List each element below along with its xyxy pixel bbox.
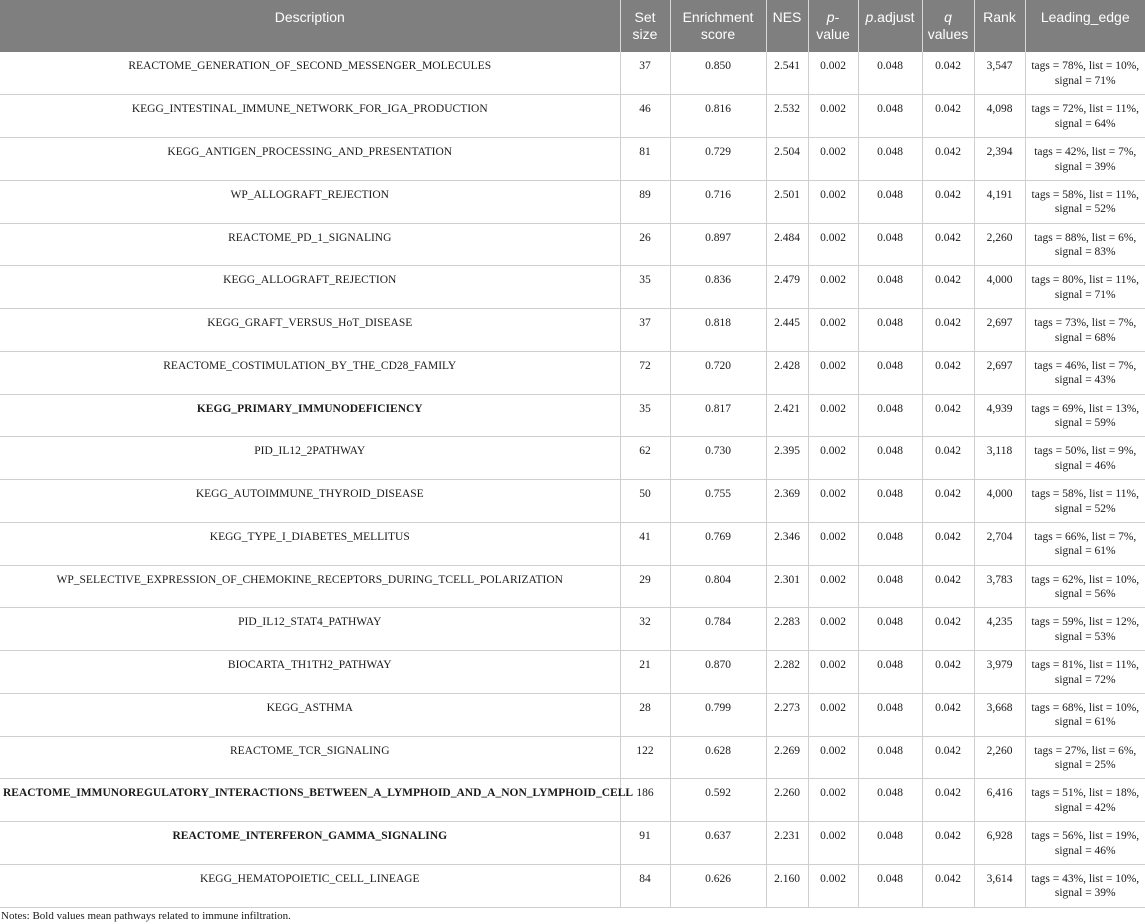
cell-q-values: 0.042 bbox=[922, 180, 974, 223]
cell-nes: 2.282 bbox=[766, 651, 808, 694]
cell-q-values: 0.042 bbox=[922, 779, 974, 822]
cell-set-size: 186 bbox=[620, 779, 670, 822]
cell-p-adjust: 0.048 bbox=[858, 651, 922, 694]
cell-enrichment-score: 0.730 bbox=[670, 437, 766, 480]
cell-rank: 4,098 bbox=[974, 95, 1025, 138]
table-row bbox=[0, 480, 1145, 523]
cell-description: KEGG_ASTHMA bbox=[0, 693, 620, 736]
cell-p-value: 0.002 bbox=[808, 52, 858, 95]
cell-q-values: 0.042 bbox=[922, 736, 974, 779]
cell-p-value: 0.002 bbox=[808, 351, 858, 394]
cell-nes: 2.346 bbox=[766, 522, 808, 565]
cell-nes: 2.283 bbox=[766, 608, 808, 651]
cell-description: KEGG_TYPE_I_DIABETES_MELLITUS bbox=[0, 522, 620, 565]
table-row bbox=[0, 437, 1145, 480]
cell-nes: 2.260 bbox=[766, 779, 808, 822]
cell-enrichment-score: 0.637 bbox=[670, 822, 766, 865]
cell-nes: 2.501 bbox=[766, 180, 808, 223]
cell-p-adjust: 0.048 bbox=[858, 522, 922, 565]
cell-leading-edge: tags = 46%, list = 7%, signal = 43% bbox=[1025, 351, 1145, 394]
cell-p-adjust: 0.048 bbox=[858, 180, 922, 223]
cell-description: PID_IL12_STAT4_PATHWAY bbox=[0, 608, 620, 651]
cell-q-values: 0.042 bbox=[922, 693, 974, 736]
cell-description: KEGG_ALLOGRAFT_REJECTION bbox=[0, 266, 620, 309]
cell-leading-edge: tags = 73%, list = 7%, signal = 68% bbox=[1025, 309, 1145, 352]
cell-enrichment-score: 0.716 bbox=[670, 180, 766, 223]
cell-leading-edge: tags = 62%, list = 10%, signal = 56% bbox=[1025, 565, 1145, 608]
cell-p-value: 0.002 bbox=[808, 138, 858, 181]
table-row bbox=[0, 822, 1145, 865]
cell-p-adjust: 0.048 bbox=[858, 437, 922, 480]
cell-leading-edge: tags = 81%, list = 11%, signal = 72% bbox=[1025, 651, 1145, 694]
cell-p-value: 0.002 bbox=[808, 651, 858, 694]
cell-q-values: 0.042 bbox=[922, 351, 974, 394]
cell-set-size: 84 bbox=[620, 864, 670, 907]
cell-q-values: 0.042 bbox=[922, 266, 974, 309]
cell-q-values: 0.042 bbox=[922, 565, 974, 608]
cell-description: BIOCARTA_TH1TH2_PATHWAY bbox=[0, 651, 620, 694]
cell-rank: 3,783 bbox=[974, 565, 1025, 608]
cell-leading-edge: tags = 68%, list = 10%, signal = 61% bbox=[1025, 693, 1145, 736]
table-row bbox=[0, 138, 1145, 181]
header-description: Description bbox=[0, 0, 620, 52]
cell-q-values: 0.042 bbox=[922, 394, 974, 437]
cell-p-adjust: 0.048 bbox=[858, 95, 922, 138]
cell-set-size: 89 bbox=[620, 180, 670, 223]
cell-leading-edge: tags = 69%, list = 13%, signal = 59% bbox=[1025, 394, 1145, 437]
cell-enrichment-score: 0.755 bbox=[670, 480, 766, 523]
header-p-value: p-value bbox=[808, 0, 858, 52]
cell-set-size: 29 bbox=[620, 565, 670, 608]
cell-description: KEGG_PRIMARY_IMMUNODEFICIENCY bbox=[0, 394, 620, 437]
cell-p-adjust: 0.048 bbox=[858, 608, 922, 651]
table-body bbox=[0, 52, 1145, 907]
cell-p-value: 0.002 bbox=[808, 693, 858, 736]
cell-rank: 2,697 bbox=[974, 309, 1025, 352]
cell-nes: 2.160 bbox=[766, 864, 808, 907]
cell-p-adjust: 0.048 bbox=[858, 480, 922, 523]
cell-q-values: 0.042 bbox=[922, 522, 974, 565]
cell-description: KEGG_AUTOIMMUNE_THYROID_DISEASE bbox=[0, 480, 620, 523]
table-row bbox=[0, 693, 1145, 736]
cell-p-adjust: 0.048 bbox=[858, 779, 922, 822]
cell-rank: 6,416 bbox=[974, 779, 1025, 822]
cell-enrichment-score: 0.897 bbox=[670, 223, 766, 266]
cell-leading-edge: tags = 59%, list = 12%, signal = 53% bbox=[1025, 608, 1145, 651]
cell-rank: 2,704 bbox=[974, 522, 1025, 565]
cell-p-adjust: 0.048 bbox=[858, 52, 922, 95]
cell-p-value: 0.002 bbox=[808, 822, 858, 865]
table-row bbox=[0, 864, 1145, 907]
table-row bbox=[0, 180, 1145, 223]
cell-q-values: 0.042 bbox=[922, 95, 974, 138]
cell-p-value: 0.002 bbox=[808, 736, 858, 779]
cell-enrichment-score: 0.870 bbox=[670, 651, 766, 694]
cell-description: KEGG_ANTIGEN_PROCESSING_AND_PRESENTATION bbox=[0, 138, 620, 181]
table-row bbox=[0, 608, 1145, 651]
cell-set-size: 122 bbox=[620, 736, 670, 779]
cell-leading-edge: tags = 88%, list = 6%, signal = 83% bbox=[1025, 223, 1145, 266]
cell-rank: 2,697 bbox=[974, 351, 1025, 394]
cell-set-size: 41 bbox=[620, 522, 670, 565]
cell-description: WP_SELECTIVE_EXPRESSION_OF_CHEMOKINE_RECEPTORS_DURING_TCELL_POLARIZATION bbox=[0, 565, 620, 608]
cell-enrichment-score: 0.592 bbox=[670, 779, 766, 822]
cell-set-size: 28 bbox=[620, 693, 670, 736]
table-row bbox=[0, 351, 1145, 394]
cell-description: WP_ALLOGRAFT_REJECTION bbox=[0, 180, 620, 223]
cell-nes: 2.301 bbox=[766, 565, 808, 608]
table-notes: Notes: Bold values mean pathways related to immune infiltration. bbox=[1, 910, 291, 922]
cell-rank: 4,000 bbox=[974, 480, 1025, 523]
cell-leading-edge: tags = 66%, list = 7%, signal = 61% bbox=[1025, 522, 1145, 565]
cell-description: PID_IL12_2PATHWAY bbox=[0, 437, 620, 480]
cell-description: KEGG_GRAFT_VERSUS_HoT_DISEASE bbox=[0, 309, 620, 352]
cell-p-value: 0.002 bbox=[808, 180, 858, 223]
cell-q-values: 0.042 bbox=[922, 864, 974, 907]
cell-p-value: 0.002 bbox=[808, 394, 858, 437]
cell-nes: 2.421 bbox=[766, 394, 808, 437]
table-row bbox=[0, 95, 1145, 138]
cell-rank: 4,939 bbox=[974, 394, 1025, 437]
table-row bbox=[0, 651, 1145, 694]
cell-description: REACTOME_INTERFERON_GAMMA_SIGNALING bbox=[0, 822, 620, 865]
cell-p-value: 0.002 bbox=[808, 864, 858, 907]
cell-set-size: 50 bbox=[620, 480, 670, 523]
cell-p-value: 0.002 bbox=[808, 565, 858, 608]
table-row bbox=[0, 394, 1145, 437]
cell-enrichment-score: 0.817 bbox=[670, 394, 766, 437]
cell-nes: 2.484 bbox=[766, 223, 808, 266]
cell-p-adjust: 0.048 bbox=[858, 266, 922, 309]
cell-leading-edge: tags = 78%, list = 10%, signal = 71% bbox=[1025, 52, 1145, 95]
cell-enrichment-score: 0.816 bbox=[670, 95, 766, 138]
header-leading-edge: Leading_edge bbox=[1025, 0, 1145, 52]
cell-nes: 2.269 bbox=[766, 736, 808, 779]
cell-p-value: 0.002 bbox=[808, 266, 858, 309]
cell-description: KEGG_INTESTINAL_IMMUNE_NETWORK_FOR_IGA_PRODUCTION bbox=[0, 95, 620, 138]
cell-rank: 2,260 bbox=[974, 223, 1025, 266]
cell-q-values: 0.042 bbox=[922, 52, 974, 95]
cell-p-adjust: 0.048 bbox=[858, 693, 922, 736]
cell-description: REACTOME_PD_1_SIGNALING bbox=[0, 223, 620, 266]
cell-rank: 3,547 bbox=[974, 52, 1025, 95]
header-set-size: Set size bbox=[620, 0, 670, 52]
cell-enrichment-score: 0.729 bbox=[670, 138, 766, 181]
cell-description: REACTOME_GENERATION_OF_SECOND_MESSENGER_MOLECULES bbox=[0, 52, 620, 95]
table-header bbox=[0, 0, 1145, 52]
cell-set-size: 62 bbox=[620, 437, 670, 480]
cell-nes: 2.428 bbox=[766, 351, 808, 394]
cell-leading-edge: tags = 58%, list = 11%, signal = 52% bbox=[1025, 480, 1145, 523]
cell-set-size: 81 bbox=[620, 138, 670, 181]
cell-rank: 4,235 bbox=[974, 608, 1025, 651]
header-q-values: q values bbox=[922, 0, 974, 52]
cell-enrichment-score: 0.836 bbox=[670, 266, 766, 309]
cell-description: REACTOME_TCR_SIGNALING bbox=[0, 736, 620, 779]
cell-nes: 2.395 bbox=[766, 437, 808, 480]
cell-rank: 4,191 bbox=[974, 180, 1025, 223]
cell-description: REACTOME_IMMUNOREGULATORY_INTERACTIONS_BETWEEN_A_LYMPHOID_AND_A_NON_LYMPHOID_CELL bbox=[0, 779, 620, 822]
cell-rank: 3,668 bbox=[974, 693, 1025, 736]
cell-set-size: 46 bbox=[620, 95, 670, 138]
cell-q-values: 0.042 bbox=[922, 138, 974, 181]
cell-p-adjust: 0.048 bbox=[858, 565, 922, 608]
cell-nes: 2.369 bbox=[766, 480, 808, 523]
cell-description: REACTOME_COSTIMULATION_BY_THE_CD28_FAMILY bbox=[0, 351, 620, 394]
cell-nes: 2.532 bbox=[766, 95, 808, 138]
cell-nes: 2.479 bbox=[766, 266, 808, 309]
cell-leading-edge: tags = 58%, list = 11%, signal = 52% bbox=[1025, 180, 1145, 223]
cell-enrichment-score: 0.628 bbox=[670, 736, 766, 779]
table-row bbox=[0, 565, 1145, 608]
cell-p-value: 0.002 bbox=[808, 522, 858, 565]
cell-nes: 2.231 bbox=[766, 822, 808, 865]
table-row bbox=[0, 522, 1145, 565]
header-nes: NES bbox=[766, 0, 808, 52]
cell-enrichment-score: 0.784 bbox=[670, 608, 766, 651]
cell-set-size: 32 bbox=[620, 608, 670, 651]
cell-nes: 2.445 bbox=[766, 309, 808, 352]
cell-rank: 4,000 bbox=[974, 266, 1025, 309]
cell-enrichment-score: 0.850 bbox=[670, 52, 766, 95]
table-row bbox=[0, 779, 1145, 822]
cell-p-value: 0.002 bbox=[808, 223, 858, 266]
cell-q-values: 0.042 bbox=[922, 437, 974, 480]
cell-enrichment-score: 0.769 bbox=[670, 522, 766, 565]
cell-rank: 2,260 bbox=[974, 736, 1025, 779]
cell-leading-edge: tags = 51%, list = 18%, signal = 42% bbox=[1025, 779, 1145, 822]
cell-q-values: 0.042 bbox=[922, 223, 974, 266]
table-row bbox=[0, 266, 1145, 309]
cell-p-value: 0.002 bbox=[808, 608, 858, 651]
cell-leading-edge: tags = 43%, list = 10%, signal = 39% bbox=[1025, 864, 1145, 907]
cell-p-adjust: 0.048 bbox=[858, 736, 922, 779]
cell-set-size: 72 bbox=[620, 351, 670, 394]
cell-p-adjust: 0.048 bbox=[858, 394, 922, 437]
cell-enrichment-score: 0.720 bbox=[670, 351, 766, 394]
cell-rank: 3,979 bbox=[974, 651, 1025, 694]
cell-leading-edge: tags = 50%, list = 9%, signal = 46% bbox=[1025, 437, 1145, 480]
cell-nes: 2.541 bbox=[766, 52, 808, 95]
cell-p-adjust: 0.048 bbox=[858, 309, 922, 352]
cell-p-adjust: 0.048 bbox=[858, 223, 922, 266]
cell-p-value: 0.002 bbox=[808, 779, 858, 822]
cell-description: KEGG_HEMATOPOIETIC_CELL_LINEAGE bbox=[0, 864, 620, 907]
cell-nes: 2.504 bbox=[766, 138, 808, 181]
cell-rank: 3,118 bbox=[974, 437, 1025, 480]
cell-p-value: 0.002 bbox=[808, 437, 858, 480]
header-p-adjust: p.adjust bbox=[858, 0, 922, 52]
cell-set-size: 37 bbox=[620, 309, 670, 352]
cell-set-size: 21 bbox=[620, 651, 670, 694]
cell-nes: 2.273 bbox=[766, 693, 808, 736]
cell-p-value: 0.002 bbox=[808, 309, 858, 352]
cell-p-value: 0.002 bbox=[808, 95, 858, 138]
cell-p-adjust: 0.048 bbox=[858, 138, 922, 181]
table-row bbox=[0, 52, 1145, 95]
cell-enrichment-score: 0.799 bbox=[670, 693, 766, 736]
cell-enrichment-score: 0.804 bbox=[670, 565, 766, 608]
header-rank: Rank bbox=[974, 0, 1025, 52]
cell-q-values: 0.042 bbox=[922, 822, 974, 865]
cell-rank: 3,614 bbox=[974, 864, 1025, 907]
cell-q-values: 0.042 bbox=[922, 651, 974, 694]
cell-q-values: 0.042 bbox=[922, 480, 974, 523]
table-row bbox=[0, 223, 1145, 266]
cell-p-value: 0.002 bbox=[808, 480, 858, 523]
cell-set-size: 35 bbox=[620, 394, 670, 437]
cell-leading-edge: tags = 72%, list = 11%, signal = 64% bbox=[1025, 95, 1145, 138]
cell-rank: 2,394 bbox=[974, 138, 1025, 181]
cell-p-adjust: 0.048 bbox=[858, 864, 922, 907]
cell-p-adjust: 0.048 bbox=[858, 822, 922, 865]
cell-leading-edge: tags = 80%, list = 11%, signal = 71% bbox=[1025, 266, 1145, 309]
cell-set-size: 26 bbox=[620, 223, 670, 266]
cell-set-size: 91 bbox=[620, 822, 670, 865]
cell-enrichment-score: 0.818 bbox=[670, 309, 766, 352]
table-row bbox=[0, 309, 1145, 352]
header-enrichment-score: Enrichment score bbox=[670, 0, 766, 52]
cell-p-adjust: 0.048 bbox=[858, 351, 922, 394]
cell-rank: 6,928 bbox=[974, 822, 1025, 865]
cell-set-size: 37 bbox=[620, 52, 670, 95]
cell-q-values: 0.042 bbox=[922, 309, 974, 352]
cell-leading-edge: tags = 27%, list = 6%, signal = 25% bbox=[1025, 736, 1145, 779]
cell-set-size: 35 bbox=[620, 266, 670, 309]
table-row bbox=[0, 736, 1145, 779]
cell-leading-edge: tags = 56%, list = 19%, signal = 46% bbox=[1025, 822, 1145, 865]
cell-q-values: 0.042 bbox=[922, 608, 974, 651]
cell-enrichment-score: 0.626 bbox=[670, 864, 766, 907]
cell-leading-edge: tags = 42%, list = 7%, signal = 39% bbox=[1025, 138, 1145, 181]
